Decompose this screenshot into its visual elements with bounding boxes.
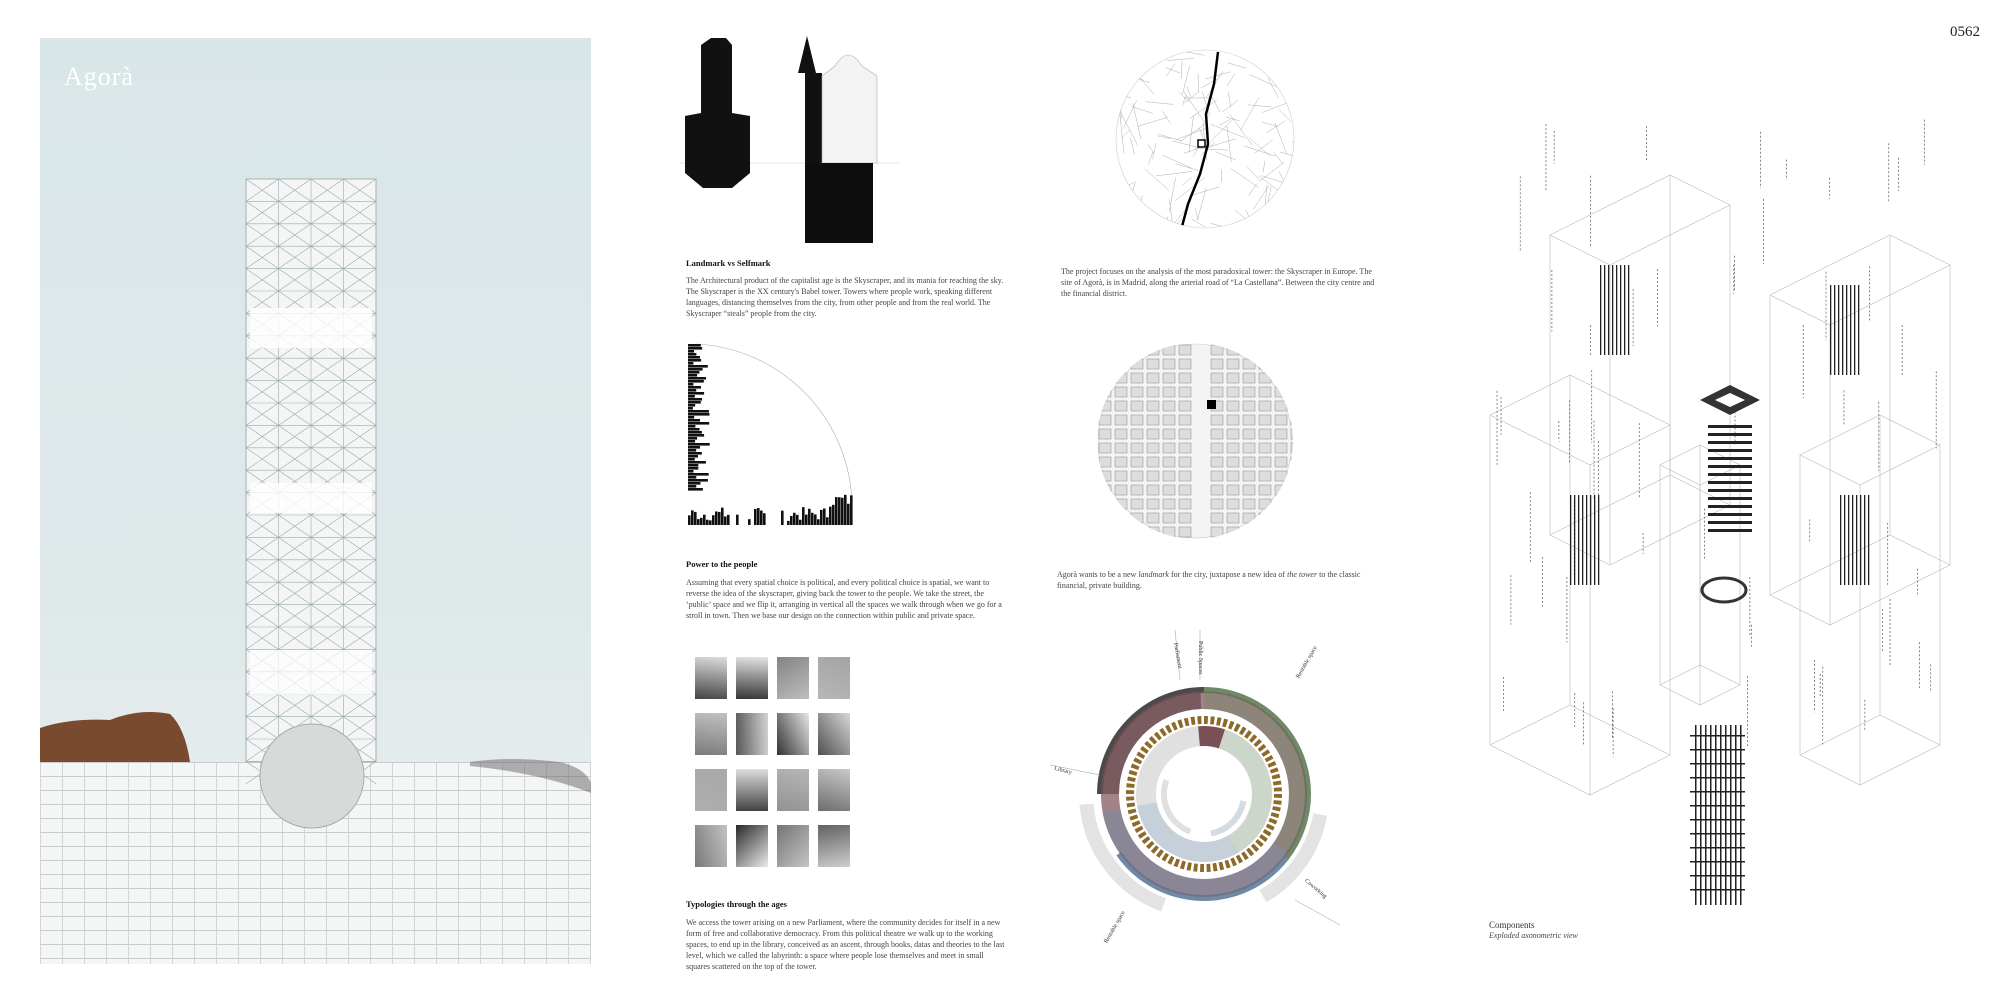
heading-power: Power to the people — [686, 559, 758, 569]
label-parliament: Parliament — [1172, 642, 1183, 670]
typology-thumbnail — [736, 769, 768, 811]
typology-thumbnail — [818, 825, 850, 867]
typology-thumbnail — [695, 713, 727, 755]
typology-thumbnail — [818, 769, 850, 811]
text-site: The project focuses on the analysis of the most paradoxical tower: the Skyscraper in Europe. The site of Agorà, is in Madrid, along the arterial road of “La Castellana”. Between the city centre and the financial district. — [1061, 267, 1375, 298]
label-coworking: Coworking — [1303, 878, 1328, 900]
page-number: 0562 — [1950, 24, 1980, 40]
typology-thumbnail — [777, 825, 809, 867]
typology-thumbnail — [736, 713, 768, 755]
label-rentable-space-bottom: Rentable space — [1103, 910, 1127, 945]
label-library: Library — [1053, 765, 1073, 777]
label-public-spaces: Public Spaces — [1197, 641, 1203, 675]
typology-thumbnail-grid — [695, 657, 855, 872]
exploded-axonometric-drawing — [1470, 115, 1960, 915]
text-landmark: The Architectural product of the capitalist age is the Skyscraper, and its mania for reaching the sky. The Skyscraper is the XX century's Babel tower. Towers where people work, speaking different languages, distancing themselves from the city, from other people and from the real world. The Skyscraper “steals” people from the city. — [686, 276, 1004, 318]
madrid-map — [1110, 44, 1300, 234]
typology-thumbnail — [695, 825, 727, 867]
text-typologies: We access the tower arising on a new Parliament, where the community decides for itself in a new form of free and collaborative democracy. From this political theatre we walk up to the working spaces, to end up in the library, conceived as an ascent, through books, datas and theories to the last level, which we called the labyrinth: a space where people lose themselves and meet in small squares scattered on the top of the tower. — [686, 918, 1005, 971]
tower-frame — [246, 179, 376, 784]
text-power: Assuming that every spatial choice is political, and every political choice is spatial, we want to reverse the idea of the skyscraper, giving back the tower to the people. We take the street, the ‘public’ space and we flip it, arranging in vertical all the spaces we walk through when we go for a stroll in town. Then we base our design on the connection within public and private space. — [686, 578, 1002, 620]
program-ring-diagram — [1040, 630, 1360, 970]
hero-render — [40, 38, 591, 964]
typology-thumbnail — [736, 825, 768, 867]
tower-comparison-drawing — [680, 36, 900, 246]
components-subtitle: Exploded axonometric view — [1489, 931, 1578, 940]
heading-landmark: Landmark vs Selfmark — [686, 258, 771, 268]
typology-thumbnail — [777, 769, 809, 811]
typology-thumbnail — [777, 657, 809, 699]
skyline-rotation-diagram — [688, 340, 863, 540]
typology-thumbnail — [818, 657, 850, 699]
site-plan-map — [1097, 343, 1293, 539]
typology-thumbnail — [818, 713, 850, 755]
typology-thumbnail — [736, 657, 768, 699]
project-title: Agorà — [64, 62, 134, 91]
label-rentable-space-top: Rentable space — [1295, 645, 1319, 680]
sphere — [260, 724, 364, 828]
typology-thumbnail — [695, 769, 727, 811]
typology-thumbnail — [695, 657, 727, 699]
components-title: Components — [1489, 920, 1535, 930]
tower-render — [40, 38, 591, 964]
rock — [40, 712, 190, 762]
typology-thumbnail — [777, 713, 809, 755]
heading-typologies: Typologies through the ages — [686, 899, 787, 909]
text-landmark-idea: Agorà wants to be a new landmark for the city, juxtapose a new idea of the tower to the classic financial, private building. — [1057, 570, 1361, 590]
